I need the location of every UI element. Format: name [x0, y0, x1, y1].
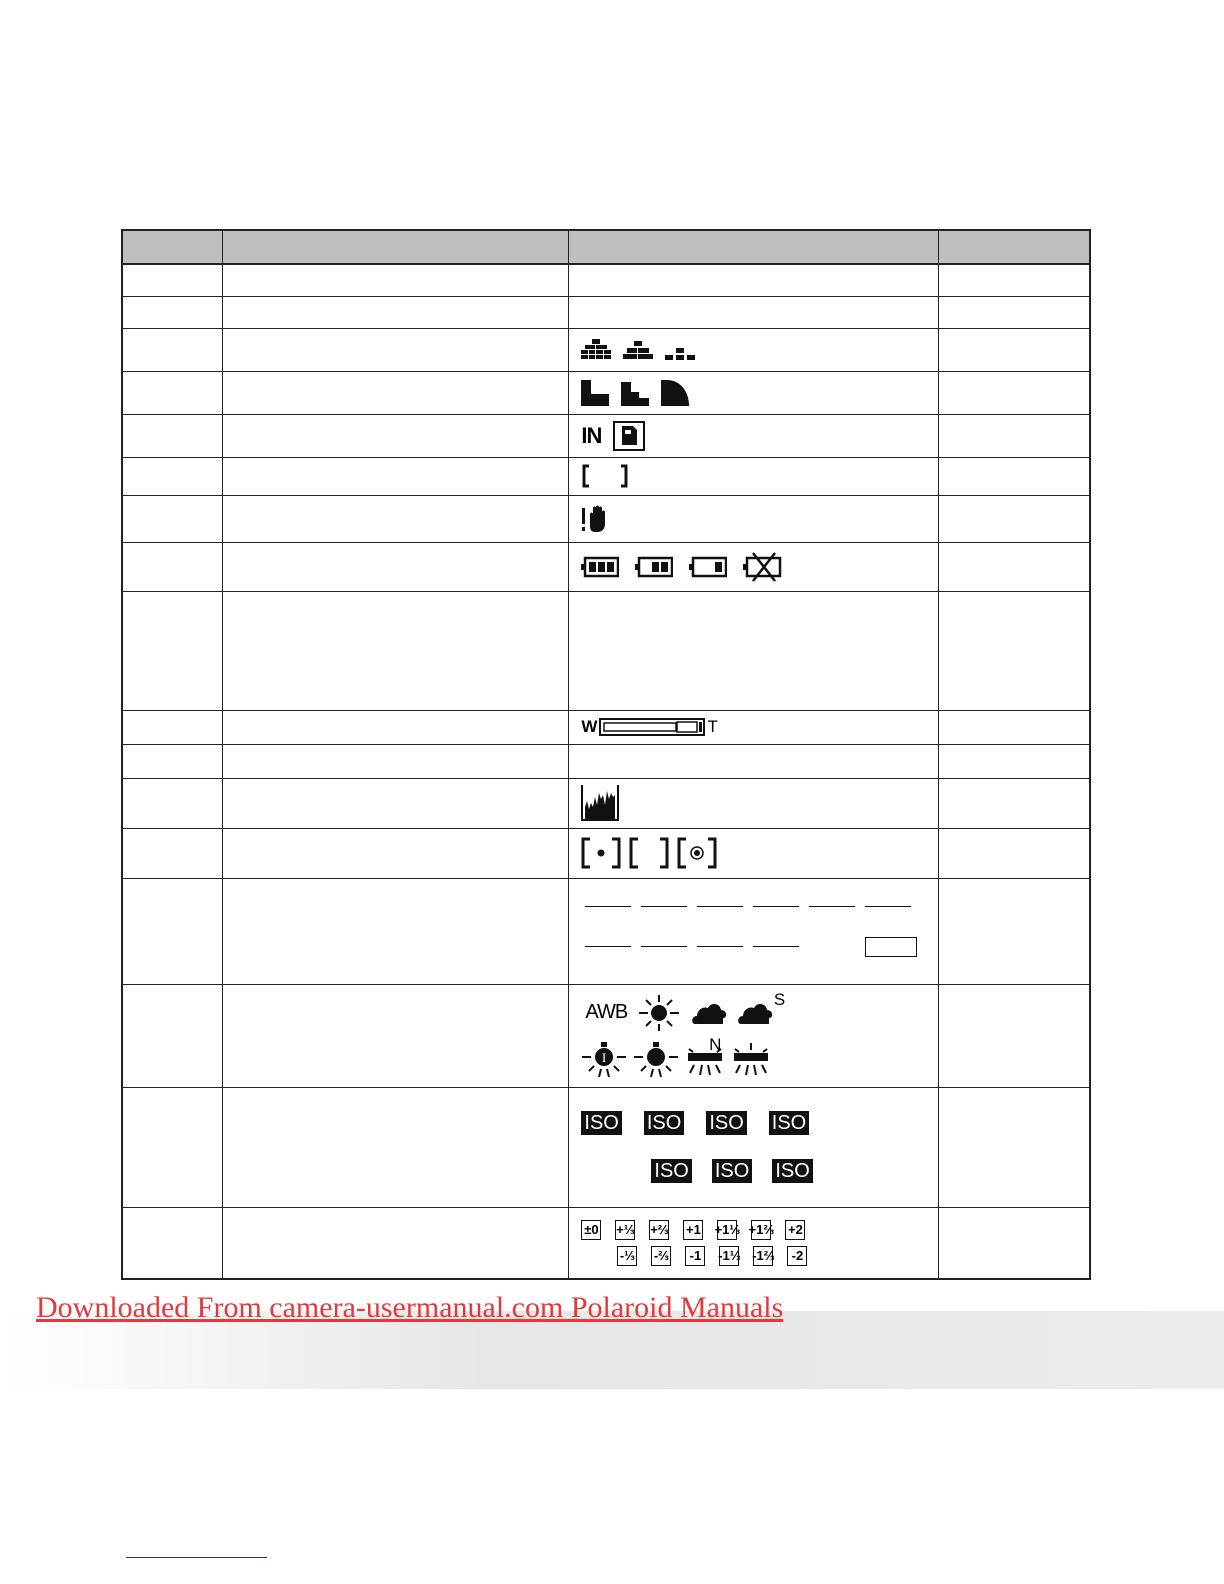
wb-fluorescent-n-label: N: [709, 1034, 722, 1054]
table-row: [122, 984, 1090, 1087]
wb-incandescent-1-icon: [581, 1039, 627, 1079]
histogram-icon: [581, 785, 619, 821]
wb-incandescent-2-icon: [633, 1039, 679, 1079]
battery-medium-icon: [635, 556, 673, 578]
wb-auto-icon: AWB: [585, 1001, 628, 1023]
placeholder-lines: [585, 906, 938, 907]
wb-daylight-icon: [637, 993, 681, 1033]
iso-auto-icon: ISO: [581, 1111, 621, 1135]
ev-plus-two-thirds-icon: +⅔: [649, 1220, 669, 1240]
metering-center-icon: [677, 837, 717, 869]
metering-average-icon: [629, 837, 669, 869]
ev-plus-third-icon: +⅓: [615, 1220, 635, 1240]
metering-spot-icon: [581, 837, 621, 869]
table-row: [122, 1207, 1090, 1279]
wb-cloudy-icon: [691, 1000, 727, 1026]
ev-minus-1-icon: -1: [685, 1246, 705, 1266]
ev-plus-1-two-thirds-icon: +1⅔: [751, 1220, 771, 1240]
wb-fluorescent-icon: [731, 1041, 771, 1077]
table-row: [122, 296, 1090, 328]
iso-100-icon: ISO: [644, 1111, 684, 1135]
zoom-wide-label: W: [581, 717, 598, 736]
ev-0-icon: ±0: [581, 1220, 601, 1240]
svg-text:I: I: [602, 1049, 607, 1065]
ev-minus-1-third-icon: -1⅓: [719, 1246, 739, 1266]
zoom-slider-icon: [599, 718, 705, 736]
iso-1600-icon: ISO: [712, 1159, 752, 1183]
table-row: [122, 778, 1090, 828]
table-row: [122, 744, 1090, 778]
quality-fine-icon: [581, 339, 611, 361]
table-header-row: [122, 230, 1090, 264]
ev-minus-third-icon: -⅓: [617, 1246, 637, 1266]
quality-economy-icon: [665, 339, 695, 361]
resolution-small-icon: [661, 380, 689, 406]
ev-plus-1-third-icon: +1⅓: [717, 1220, 737, 1240]
table-row: [122, 328, 1090, 371]
zoom-tele-label: T: [707, 717, 718, 736]
table-row: [122, 710, 1090, 744]
battery-low-icon: [689, 556, 727, 578]
table-row: [122, 457, 1090, 495]
battery-empty-icon: [743, 552, 783, 582]
ev-plus-1-icon: +1: [683, 1220, 703, 1240]
iso-200-icon: ISO: [706, 1111, 746, 1135]
table-row: [122, 542, 1090, 591]
table-row: [122, 495, 1090, 542]
ev-minus-two-thirds-icon: -⅔: [651, 1246, 671, 1266]
wb-shade-icon: [737, 1000, 773, 1026]
resolution-large-icon: [581, 380, 609, 406]
ev-minus-1-two-thirds-icon: -1⅔: [753, 1246, 773, 1266]
resolution-medium-icon: [621, 380, 649, 406]
icon-reference-table: [121, 229, 1091, 1280]
table-row: [122, 591, 1090, 710]
battery-full-icon: [581, 556, 619, 578]
watermark-link[interactable]: Downloaded From camera-usermanual.com Polaroid Manuals: [36, 1291, 784, 1324]
ev-minus-2-icon: -2: [787, 1246, 807, 1266]
shake-warning-icon: [581, 504, 611, 534]
table-row: [122, 1087, 1090, 1207]
iso-400-icon: ISO: [769, 1111, 809, 1135]
quality-standard-icon: [623, 339, 653, 361]
table-row: [122, 414, 1090, 457]
iso-800-icon: ISO: [651, 1159, 691, 1183]
table-row: [122, 828, 1090, 878]
table-row: [122, 878, 1090, 984]
memory-internal-icon: IN: [581, 422, 602, 448]
ev-plus-2-icon: +2: [785, 1220, 805, 1240]
page-number-underline: [126, 1557, 267, 1558]
focus-area-icon: [581, 464, 629, 488]
zoom-bar: [581, 717, 938, 737]
sd-card-icon: [613, 421, 645, 451]
iso-3200-icon: ISO: [772, 1159, 812, 1183]
wb-shade-label: S: [773, 989, 786, 1009]
table-row: [122, 371, 1090, 414]
placeholder-box: [865, 937, 917, 957]
table-row: [122, 264, 1090, 296]
